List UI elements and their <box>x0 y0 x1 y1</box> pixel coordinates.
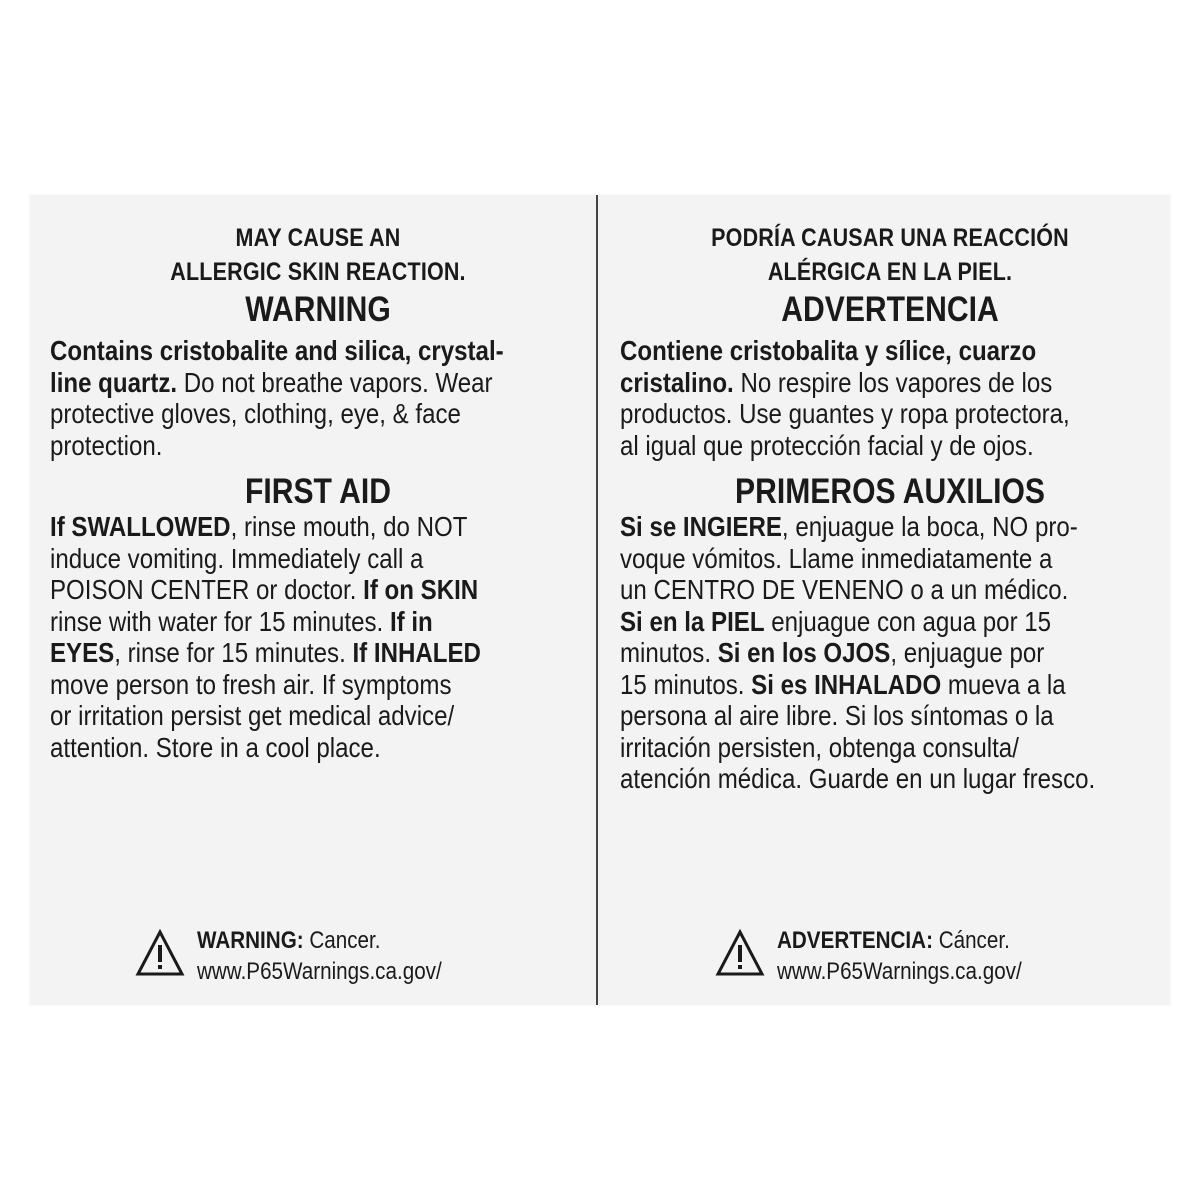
prop65-cancer-es: Cáncer. <box>932 927 1010 954</box>
subhead-line-1: MAY CAUSE AN <box>235 224 401 252</box>
allergy-subhead <box>88 221 549 289</box>
prop65-url: www.P65Warnings.ca.gov/ <box>197 958 442 985</box>
first-aid-skin: If on SKIN <box>363 574 479 605</box>
warning-triangle-icon <box>135 929 185 977</box>
first-aid-inhaled: If INHALED <box>352 637 481 668</box>
warning-bold-text: Contains cristobalite and silica, crystal- line quartz. <box>50 335 504 398</box>
advertencia-heading: ADVERTENCIA <box>781 290 999 329</box>
first-aid-heading: FIRST AID <box>244 472 392 511</box>
subhead-line-2: ALLERGIC SKIN REACTION. <box>170 258 466 286</box>
prop65-label: WARNING: <box>197 927 304 954</box>
prop65-cancer: Cancer. <box>303 927 381 954</box>
prop65-url-es: www.P65Warnings.ca.gov/ <box>777 958 1022 985</box>
subhead-es-line-1: PODRÍA CAUSAR UNA REACCIÓN <box>711 224 1069 252</box>
advertencia-paragraph <box>620 335 1136 461</box>
first-aid-swallowed: If SWALLOWED <box>50 511 231 542</box>
first-aid-eyes-text: , rinse for 15 minutes. <box>114 637 353 668</box>
auxilios-piel-text: enjuague con agua por 15 minutos. <box>620 605 1052 668</box>
advertencia-bold-text: Contiene cristobalita y sílice, cuarzo cristalino. <box>620 335 1037 398</box>
primeros-auxilios-heading: PRIMEROS AUXILIOS <box>735 472 1045 511</box>
auxilios-inhalado-text: mueva a la persona al aire libre. Si los síntomas o la irritación persisten, obtenga consulta/ atención médica. Guarde en un lugar fresco. <box>620 668 1096 794</box>
warning-body-text: Do not breathe vapors. Wear protective gloves, clothing, eye, & face protection. <box>50 366 493 461</box>
allergy-subhead-es <box>658 221 1122 289</box>
prop65-label-es: ADVERTENCIA: <box>777 927 933 954</box>
auxilios-ingiere-text: , enjuague la boca, NO pro- voque vómitos. Llame inmediatamente a un CENTRO DE VENENO o a un médico. <box>620 511 1078 605</box>
primeros-auxilios-paragraph <box>620 511 1136 795</box>
auxilios-piel: Si en la PIEL <box>620 605 765 637</box>
warning-label-sheet <box>30 195 1170 1005</box>
prop65-text-es <box>777 925 1022 987</box>
warning-heading: WARNING <box>245 290 391 329</box>
first-aid-paragraph <box>50 511 566 763</box>
prop65-warning <box>135 925 482 987</box>
auxilios-ojos: Si en los OJOS <box>717 637 891 668</box>
auxilios-ojos-text: , enjuague por 15 minutos. <box>620 637 1045 700</box>
prop65-warning-es <box>715 925 1062 987</box>
auxilios-ingiere: Si se INGIERE <box>620 511 782 542</box>
subhead-es-line-2: ALÉRGICA EN LA PIEL. <box>767 258 1013 286</box>
prop65-text <box>197 925 442 987</box>
first-aid-skin-text: rinse with water for 15 minutes. <box>50 605 384 637</box>
first-aid-inhaled-text: move person to fresh air. If symptoms or irritation persist get medical advice/ attention. Store in a cool place. <box>50 668 455 763</box>
spanish-panel <box>620 195 1160 1005</box>
warning-paragraph <box>50 335 566 461</box>
first-aid-swallowed-text: , rinse mouth, do NOT induce vomiting. Immediately call a POISON CENTER or doctor. <box>50 511 468 605</box>
panel-divider <box>596 195 598 1005</box>
auxilios-inhalado: Si es INHALADO <box>751 668 942 700</box>
english-panel <box>50 195 586 1005</box>
first-aid-eyes: If in EYES <box>50 605 433 668</box>
warning-triangle-icon <box>715 929 765 977</box>
advertencia-body-text: No respire los vapores de los productos. Use guantes y ropa protectora, al igual que protección facial y de ojos. <box>620 366 1070 461</box>
